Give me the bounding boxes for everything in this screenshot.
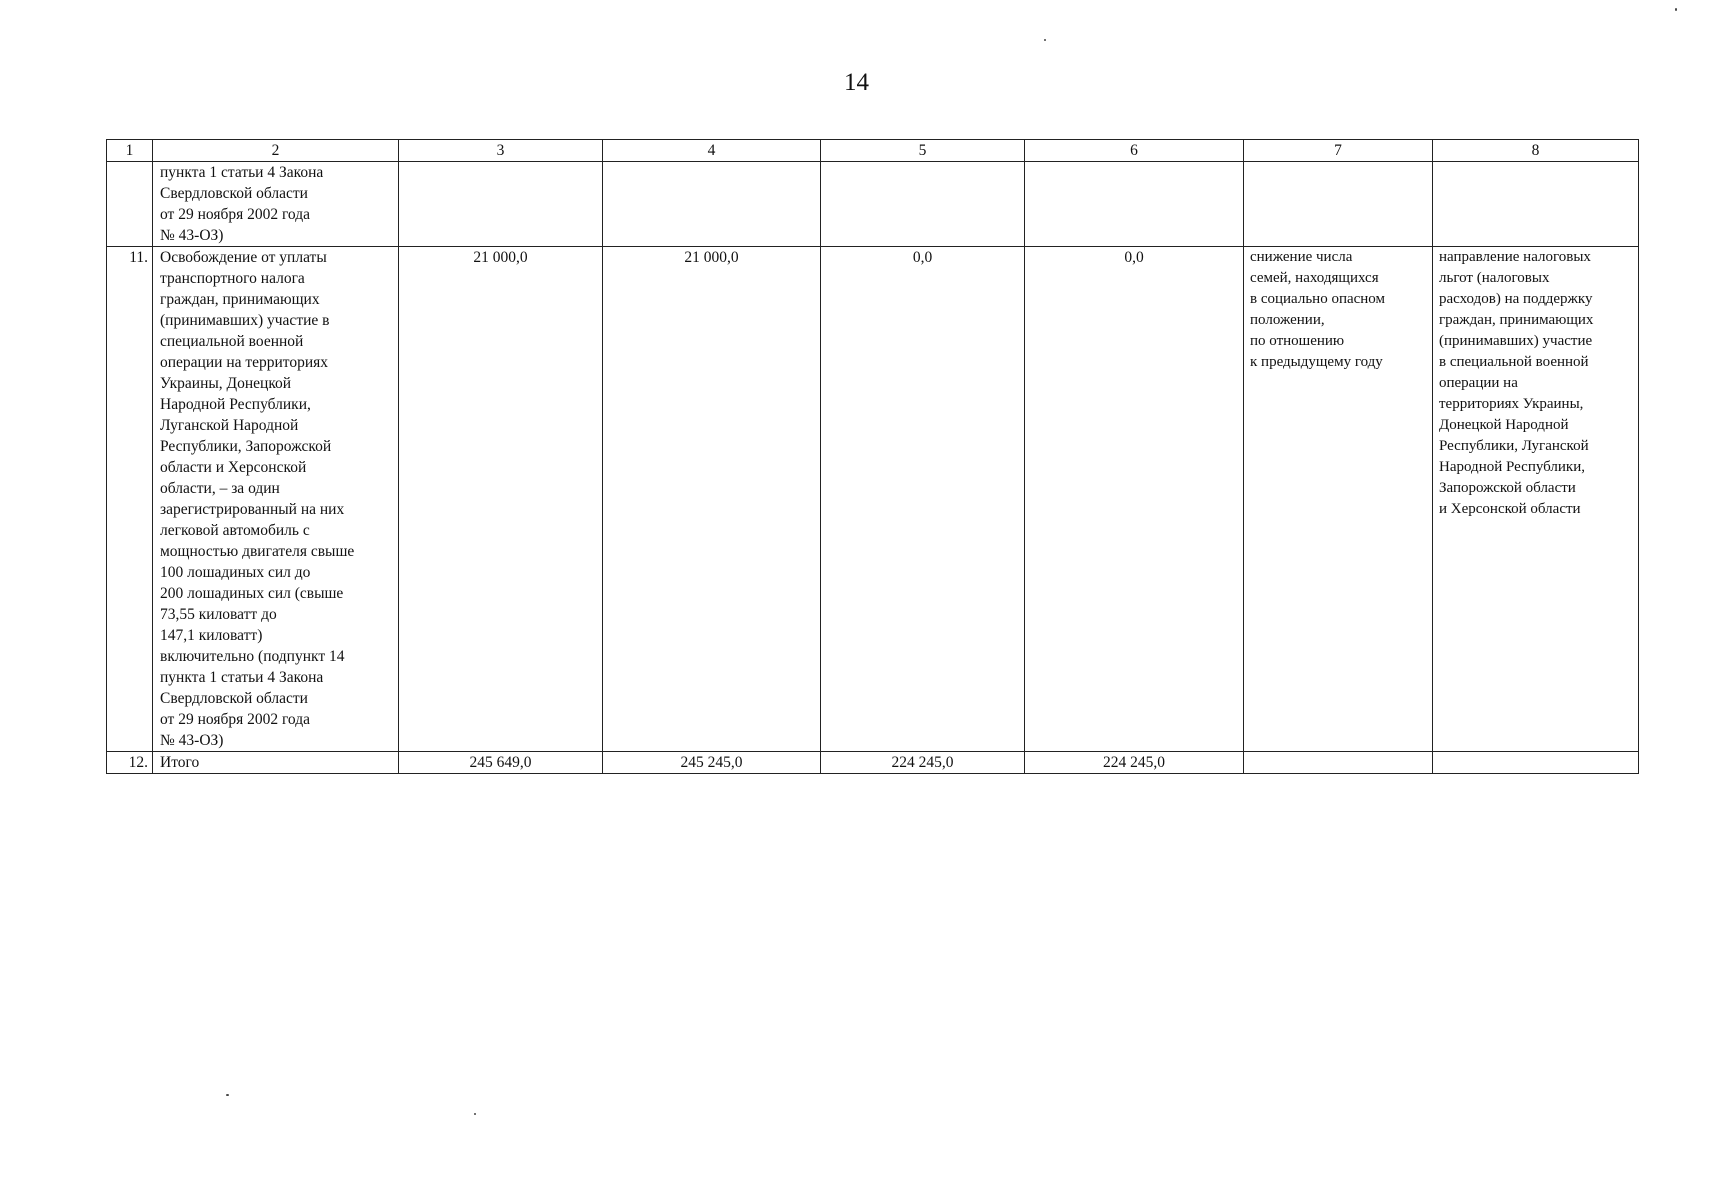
row-number: 12.: [107, 752, 153, 774]
empty-cell: [821, 162, 1025, 247]
value-col5: 0,0: [821, 247, 1025, 752]
purpose-line: и Херсонской области: [1439, 501, 1581, 517]
scan-speck: [1044, 39, 1046, 41]
empty-cell: [1244, 162, 1433, 247]
description-line: пункта 1 статьи 4 Закона: [160, 669, 324, 686]
purpose-line: расходов) на поддержку: [1439, 291, 1593, 307]
total-col4: 245 245,0: [603, 752, 821, 774]
description-line: мощностью двигателя свыше: [160, 543, 355, 560]
description-line: 200 лошадиных сил (свыше: [160, 585, 344, 602]
column-header-6: 6: [1025, 140, 1244, 162]
description-line: граждан, принимающих: [160, 291, 320, 308]
column-header-3: 3: [399, 140, 603, 162]
value-col3: 21 000,0: [399, 247, 603, 752]
description-line: Луганской Народной: [160, 417, 299, 434]
indicator-line: семей, находящихся: [1250, 270, 1379, 286]
value-col4: 21 000,0: [603, 247, 821, 752]
indicator-line: снижение числа: [1250, 249, 1353, 265]
table-row-total: [107, 752, 1639, 774]
purpose-line: направление налоговых: [1439, 249, 1591, 265]
description-line: от 29 ноября 2002 года: [160, 711, 311, 728]
table-row-continuation: [107, 162, 1639, 247]
description-line: транспортного налога: [160, 270, 305, 287]
description-line: области, – за один: [160, 480, 280, 497]
description-line: легковой автомобиль с: [160, 522, 310, 539]
description-line: пункта 1 статьи 4 Закона: [160, 164, 324, 181]
empty-cell: [399, 162, 603, 247]
total-label: Итого: [153, 752, 399, 774]
description-line: 147,1 киловатт): [160, 627, 263, 644]
budget-table: [106, 139, 1639, 774]
description-line: от 29 ноября 2002 года: [160, 206, 311, 223]
total-col3: 245 649,0: [399, 752, 603, 774]
description-line: Республики, Запорожской: [160, 438, 332, 455]
column-header-8: 8: [1433, 140, 1639, 162]
description-line: 73,55 киловатт до: [160, 606, 277, 623]
purpose-line: Донецкой Народной: [1439, 417, 1569, 433]
scan-speck: [226, 1094, 229, 1096]
scan-speck: [474, 1113, 476, 1115]
purpose-line: Республики, Луганской: [1439, 438, 1589, 454]
purpose-line: территориях Украины,: [1439, 396, 1584, 412]
description-line: включительно (подпункт 14: [160, 648, 345, 665]
description-line: Народной Республики,: [160, 396, 311, 413]
description-line: операции на территориях: [160, 354, 329, 371]
purpose-line: Народной Республики,: [1439, 459, 1585, 475]
empty-cell: [1025, 162, 1244, 247]
value-col6: 0,0: [1025, 247, 1244, 752]
description-line: области и Херсонской: [160, 459, 307, 476]
description-line: (принимавших) участие в: [160, 312, 330, 329]
scan-speck: [1675, 8, 1677, 11]
purpose-line: в специальной военной: [1439, 354, 1589, 370]
column-header-1: 1: [107, 140, 153, 162]
description-line: специальной военной: [160, 333, 304, 350]
indicator-line: положении,: [1250, 312, 1325, 328]
description-line: Освобождение от уплаты: [160, 249, 327, 266]
description-line: № 43-ОЗ): [160, 227, 224, 244]
purpose-line: Запорожской области: [1439, 480, 1576, 496]
row-number-cell: [107, 162, 153, 247]
description-line: 100 лошадиных сил до: [160, 564, 311, 581]
total-col5: 224 245,0: [821, 752, 1025, 774]
column-header-4: 4: [603, 140, 821, 162]
description-cell: [153, 162, 399, 247]
page-number: 14: [844, 69, 869, 96]
column-header-2: 2: [153, 140, 399, 162]
purpose-line: операции на: [1439, 375, 1518, 391]
empty-cell: [603, 162, 821, 247]
purpose-line: граждан, принимающих: [1439, 312, 1594, 328]
indicator-cell: [1244, 247, 1433, 752]
description-line: Свердловской области: [160, 690, 308, 707]
description-line: Свердловской области: [160, 185, 308, 202]
description-line: Украины, Донецкой: [160, 375, 292, 392]
empty-cell: [1433, 162, 1639, 247]
indicator-line: по отношению: [1250, 333, 1345, 349]
purpose-line: (принимавших) участие: [1439, 333, 1593, 349]
purpose-line: льгот (налоговых: [1439, 270, 1550, 286]
table-header-row: [107, 140, 1639, 162]
column-header-7: 7: [1244, 140, 1433, 162]
indicator-line: в социально опасном: [1250, 291, 1386, 307]
row-number: 11.: [107, 247, 153, 752]
description-cell: [153, 247, 399, 752]
empty-cell: [1433, 752, 1639, 774]
description-line: № 43-ОЗ): [160, 732, 224, 749]
total-col6: 224 245,0: [1025, 752, 1244, 774]
column-header-5: 5: [821, 140, 1025, 162]
purpose-cell: [1433, 247, 1639, 752]
table-row-11: [107, 247, 1639, 752]
description-line: зарегистрированный на них: [160, 501, 345, 518]
indicator-line: к предыдущему году: [1250, 354, 1383, 370]
empty-cell: [1244, 752, 1433, 774]
